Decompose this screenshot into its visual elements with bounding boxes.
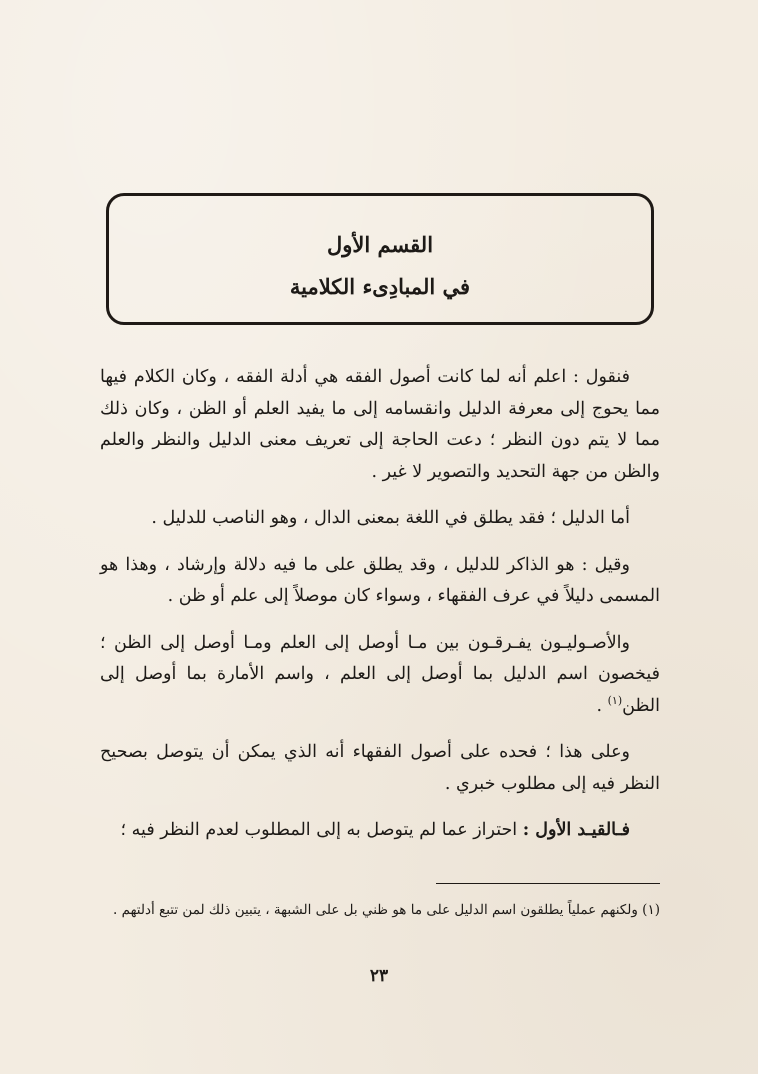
paragraph-text: أما الدليل ؛ فقد يطلق في اللغة بمعنى الدال ، وهو الناصب للدليل . <box>151 508 630 528</box>
chapter-title: القسم الأول <box>326 232 434 257</box>
paragraph-text-end: . <box>596 695 608 716</box>
paragraph-first-constraint <box>100 815 660 847</box>
paragraph-definition-language <box>100 503 660 535</box>
chapter-heading-box <box>106 193 654 325</box>
paragraph-text: وقيل : هو الذاكر للدليل ، وقد يطلق على ما فيه دلالة وإرشاد ، وهذا هو المسمى دليلاً في عرف الفقهاء ، وسواء كان موصلاً إلى علم أو ظن . <box>100 554 660 606</box>
paragraph-usul-distinction <box>100 628 660 723</box>
paragraph-text: والأصـوليـون يفـرقـون بين مـا أوصل إلى العلم ومـا أوصل إلى الظن ؛ فيخصون اسم الدليل بما أوصل إلى العلم ، واسم الأمارة بما أوصل إلى الظن <box>100 632 660 716</box>
paragraph-text: احتراز عما لم يتوصل به إلى المطلوب لعدم النظر فيه ؛ <box>120 820 523 840</box>
paragraph-definition-usul <box>100 737 660 800</box>
paragraph-text: فنقول : اعلم أنه لما كانت أصول الفقه هي أدلة الفقه ، وكان الكلام فيها مما يحوج إلى معرفة الدليل وانقسامه إلى ما يفيد العلم أو الظن ، وكان ذلك مما لا يتم دون النظر ؛ دعت الحاجة إلى تعريف معنى الدليل والنظر والعلم والظن من جهة التحديد والتصوير لا غير . <box>100 367 660 482</box>
body-text <box>100 362 660 862</box>
paragraph-definition-alternate <box>100 550 660 613</box>
chapter-subtitle: في المبادِىء الكلامية <box>289 274 471 299</box>
paragraph-intro <box>100 362 660 488</box>
paragraph-lead: فـالقيـد الأول : <box>522 820 630 840</box>
footnote-reference: (١) <box>607 693 623 707</box>
page-number: ٢٣ <box>369 966 389 986</box>
footnote <box>100 897 660 924</box>
footnote-text: (١) ولكنهم عملياً يطلقون اسم الدليل على ما هو ظني بل على الشبهة ، يتبين ذلك لمن تتبع أدلتهم . <box>113 902 660 918</box>
paragraph-text: وعلى هذا ؛ فحده على أصول الفقهاء أنه الذي يمكن أن يتوصل بصحيح النظر فيه إلى مطلوب خبري . <box>100 742 660 794</box>
footnote-divider <box>436 883 660 884</box>
